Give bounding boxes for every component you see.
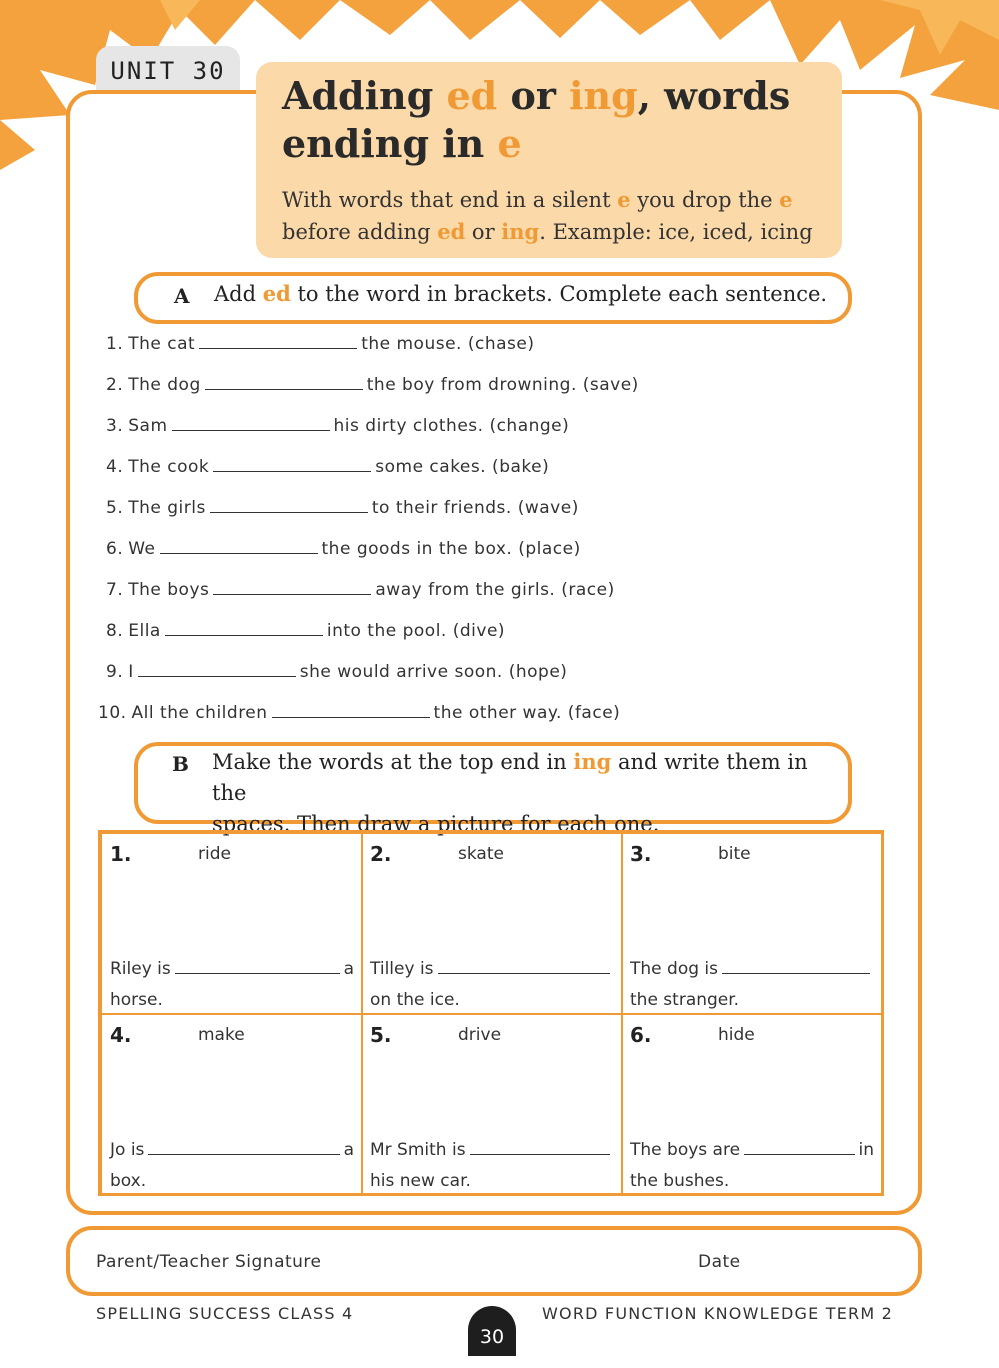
question-after: the goods in the box. (place) (321, 539, 581, 559)
intro-part: before adding (282, 220, 438, 244)
cell-number: 3. (630, 842, 652, 866)
question-number: 4. (106, 457, 124, 477)
cell-word: bite (718, 844, 751, 864)
section-b-letter: B (172, 752, 189, 776)
question-before: All the children (131, 703, 268, 723)
title-highlight: ed (446, 73, 498, 118)
question-number: 7. (106, 580, 124, 600)
question-before: The cook (128, 457, 210, 477)
section-a-highlight: ed (262, 281, 291, 306)
intro-part: . Example: ice, iced, icing (539, 220, 813, 244)
cell-sentence-start: Jo is (110, 1140, 145, 1160)
cell-sentence-mid: a (343, 1140, 354, 1160)
section-b-text (212, 746, 812, 840)
cell-sentence-end: horse. (110, 990, 163, 1010)
answer-blank[interactable] (272, 703, 430, 718)
title-text: or (497, 73, 570, 118)
question-item (106, 580, 615, 600)
question-before: The girls (128, 498, 206, 518)
question-item (106, 334, 534, 354)
intro-highlight: ing (501, 219, 540, 244)
cell-sentence-end: on the ice. (370, 990, 460, 1010)
question-item (106, 539, 581, 559)
cell-sentence (630, 954, 874, 1016)
drawing-cell[interactable] (101, 833, 363, 1014)
question-after: she would arrive soon. (hope) (299, 662, 568, 682)
cell-sentence (110, 954, 354, 1016)
cell-word: skate (458, 844, 504, 864)
question-number: 1. (106, 334, 124, 354)
cell-number: 5. (370, 1023, 392, 1047)
section-b-part: and write them in the (212, 750, 808, 805)
question-item (98, 703, 620, 723)
title-highlight: e (497, 121, 522, 166)
answer-blank[interactable] (148, 1140, 339, 1155)
drawing-cell[interactable] (621, 833, 883, 1014)
answer-blank[interactable] (205, 375, 363, 390)
cell-word: ride (198, 844, 231, 864)
section-a-part: Add (214, 282, 263, 306)
question-item (106, 662, 567, 682)
question-after: the other way. (face) (433, 703, 621, 723)
question-number: 2. (106, 375, 124, 395)
signature-label: Parent/Teacher Signature (96, 1252, 322, 1272)
question-after: the boy from drowning. (save) (366, 375, 639, 395)
intro-part: or (465, 220, 502, 244)
answer-blank[interactable] (175, 959, 340, 974)
question-before: Ella (128, 621, 161, 641)
cell-sentence (110, 1135, 354, 1197)
question-number: 8. (106, 621, 124, 641)
drawing-cell[interactable] (361, 833, 623, 1014)
intro-highlight: e (779, 187, 793, 212)
cell-word: hide (718, 1025, 755, 1045)
question-after: the mouse. (chase) (361, 334, 535, 354)
answer-blank[interactable] (160, 539, 318, 554)
section-b-part: Make the words at the top end in (212, 750, 574, 774)
question-after: into the pool. (dive) (326, 621, 506, 641)
question-after: away from the girls. (race) (375, 580, 615, 600)
title-text: , words (637, 73, 791, 118)
cell-sentence-start: The boys are (630, 1140, 741, 1160)
date-label: Date (698, 1252, 741, 1272)
unit-label: UNIT 30 (96, 46, 240, 96)
question-before: We (128, 539, 156, 559)
cell-number: 4. (110, 1023, 132, 1047)
cell-number: 6. (630, 1023, 652, 1047)
question-before: The dog (128, 375, 201, 395)
cell-sentence-start: The dog is (630, 959, 718, 979)
question-number: 3. (106, 416, 124, 436)
answer-blank[interactable] (199, 334, 357, 349)
question-item (106, 621, 505, 641)
drawing-cell[interactable] (101, 1014, 363, 1195)
page-number: 30 (468, 1306, 516, 1356)
question-number: 9. (106, 662, 124, 682)
answer-blank[interactable] (165, 621, 323, 636)
cell-sentence-mid: a (343, 959, 354, 979)
title-text: Adding (282, 73, 447, 118)
question-number: 10. (98, 703, 127, 723)
cell-word: make (198, 1025, 245, 1045)
cell-sentence-start: Riley is (110, 959, 171, 979)
answer-blank[interactable] (138, 662, 296, 677)
drawing-grid (98, 830, 884, 1196)
cell-sentence-end: his new car. (370, 1171, 471, 1191)
footer-right: WORD FUNCTION KNOWLEDGE TERM 2 (542, 1304, 894, 1323)
question-number: 5. (106, 498, 124, 518)
cell-word: drive (458, 1025, 502, 1045)
cell-sentence-end: the bushes. (630, 1171, 730, 1191)
cell-sentence (630, 1135, 874, 1197)
cell-sentence-start: Mr Smith is (370, 1140, 466, 1160)
question-before: I (128, 662, 134, 682)
cell-sentence (370, 1135, 614, 1197)
cell-sentence-start: Tilley is (370, 959, 434, 979)
question-number: 6. (106, 539, 124, 559)
title-highlight: ing (569, 73, 638, 118)
answer-blank[interactable] (470, 1140, 610, 1155)
question-item (106, 457, 549, 477)
intro-highlight: ed (437, 219, 466, 244)
cell-sentence-end: box. (110, 1171, 147, 1191)
cell-number: 1. (110, 842, 132, 866)
question-before: Sam (128, 416, 168, 436)
section-a-text (214, 278, 827, 310)
answer-blank[interactable] (722, 959, 870, 974)
question-item (106, 416, 569, 436)
cell-sentence (370, 954, 614, 1016)
footer-left: SPELLING SUCCESS CLASS 4 (96, 1304, 354, 1323)
answer-blank[interactable] (213, 580, 371, 595)
question-after: to their friends. (wave) (371, 498, 579, 518)
question-after: some cakes. (bake) (375, 457, 550, 477)
cell-number: 2. (370, 842, 392, 866)
section-a-letter: A (174, 284, 190, 308)
answer-blank[interactable] (172, 416, 330, 431)
answer-blank[interactable] (438, 959, 610, 974)
answer-blank[interactable] (213, 457, 371, 472)
page-title (282, 72, 822, 168)
question-item (106, 375, 639, 395)
intro-highlight: e (617, 187, 631, 212)
answer-blank[interactable] (210, 498, 368, 513)
question-before: The boys (128, 580, 210, 600)
intro-part: you drop the (630, 188, 780, 212)
drawing-cell[interactable] (621, 1014, 883, 1195)
title-text: ending in (282, 121, 498, 166)
section-b-part: spaces. Then draw a picture for each one. (212, 812, 660, 836)
section-b-highlight: ing (573, 749, 612, 774)
cell-sentence-mid: in (858, 1140, 874, 1160)
section-a-part: to the word in brackets. Complete each sentence. (290, 282, 828, 306)
question-before: The cat (128, 334, 196, 354)
question-item (106, 498, 579, 518)
cell-sentence-end: the stranger. (630, 990, 740, 1010)
intro-text (282, 184, 822, 248)
drawing-cell[interactable] (361, 1014, 623, 1195)
intro-part: With words that end in a silent (282, 188, 618, 212)
answer-blank[interactable] (744, 1140, 854, 1155)
question-after: his dirty clothes. (change) (333, 416, 570, 436)
